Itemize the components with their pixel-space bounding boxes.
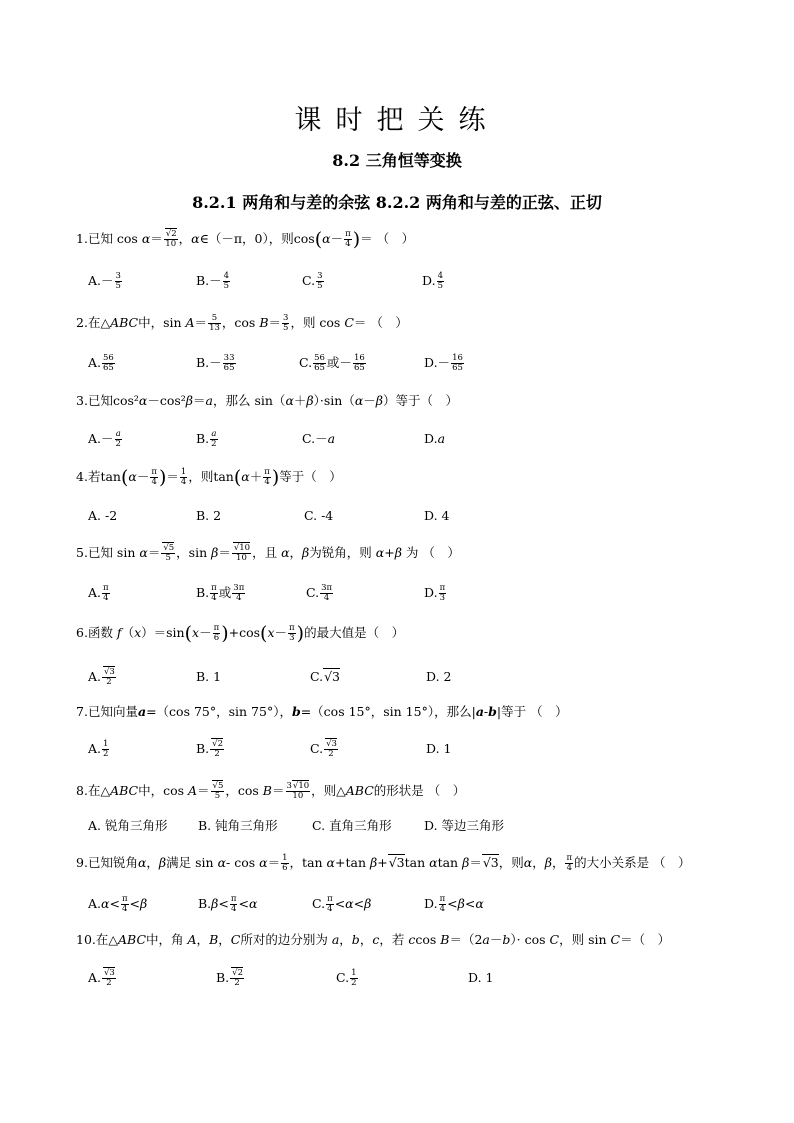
option-d[interactable]: D. 2: [426, 669, 452, 684]
option-b[interactable]: B. 钝角三角形: [198, 818, 278, 833]
options-9: [88, 893, 748, 915]
option-a[interactable]: A. $\frac{\pi}{4}$: [88, 583, 109, 603]
option-b[interactable]: B. $\frac{a}{2}$: [196, 429, 217, 449]
option-c[interactable]: C. $\frac{1}{2}$: [336, 968, 357, 988]
option-d[interactable]: D.a: [424, 431, 446, 446]
question-number: 7.: [76, 704, 88, 719]
question-2: 2.在△ABC中，sin A＝ $\frac{5}{13}$ ，cos B＝ $\frac{3}{5}$ ，则 cos C＝ （ ）: [76, 313, 408, 333]
question-number: 2.: [76, 315, 88, 330]
options-8: [88, 815, 748, 837]
option-c[interactable]: C. $\frac{√3}{2}$: [310, 739, 337, 759]
options-7: [88, 738, 748, 760]
options-1: [88, 270, 748, 292]
option-c[interactable]: C. $\frac{3}{5}$: [302, 271, 323, 291]
question-number: 3.: [76, 393, 88, 408]
question-9: 9.已知锐角α，β满足 sin α- cos α＝ $\frac{1}{6}$ ，tan α+tan β+√3tan αtan β＝√3，则α，β， $\frac{\pi}{4}$ 的大小关系是 （ ）: [76, 853, 691, 873]
option-c[interactable]: C.－a: [302, 431, 336, 446]
option-a[interactable]: A. $\frac{√3}{2}$: [88, 968, 115, 988]
option-c[interactable]: C.√3: [310, 669, 341, 684]
option-a[interactable]: A.－ $\frac{3}{5}$: [88, 271, 121, 291]
option-a[interactable]: A. $\frac{56}{65}$: [88, 353, 114, 373]
options-10: [88, 967, 748, 989]
option-b[interactable]: B. $\frac{√2}{2}$: [196, 739, 223, 759]
section-title: 8.2 三角恒等变换: [332, 151, 462, 170]
question-number: 1.: [76, 231, 88, 246]
options-6: [88, 666, 748, 688]
question-8: 8.在△ABC中，cos A＝ $\frac{√5}{5}$ ，cos B＝ $\frac{3√10}{10}$ ，则△ABC的形状是 （ ）: [76, 781, 466, 801]
question-number: 4.: [76, 469, 88, 484]
option-d[interactable]: D. $\frac{\pi}{3}$: [424, 583, 446, 603]
option-d[interactable]: D. 1: [468, 970, 494, 985]
option-a[interactable]: A.α< $\frac{\pi}{4}$ <β: [88, 894, 148, 914]
options-2: [88, 352, 748, 374]
option-a[interactable]: A. $\frac{√3}{2}$: [88, 667, 115, 687]
question-number: 8.: [76, 783, 88, 798]
option-a[interactable]: A. $\frac{1}{2}$: [88, 739, 109, 759]
option-a[interactable]: A.－ $\frac{a}{2}$: [88, 429, 121, 449]
option-d[interactable]: D. 4: [424, 508, 450, 523]
question-number: 10.: [76, 932, 96, 947]
option-c[interactable]: C. -4: [304, 508, 334, 523]
question-number: 6.: [76, 625, 88, 640]
question-number: 9.: [76, 855, 88, 870]
question-4: 4.若tan(α－ $\frac{\pi}{4}$ )＝ $\frac{1}{4}$ ，则tan(α＋ $\frac{\pi}{4}$ )等于（ ）: [76, 466, 342, 489]
question-7: 7.已知向量a=（cos 75°，sin 75°），b=（cos 15°，sin 15°），那么|a-b|等于 （ ）: [76, 704, 568, 719]
option-c[interactable]: C. $\frac{3\pi}{4}$: [306, 583, 333, 603]
question-6: 6.函数 f（x）＝sin(x－ $\frac{\pi}{6}$ )+cos(x－ $\frac{\pi}{3}$ )的最大值是（ ）: [76, 622, 405, 645]
option-b[interactable]: B. $\frac{√2}{2}$: [216, 968, 243, 988]
option-b[interactable]: B. 2: [196, 508, 222, 523]
options-4: [88, 505, 748, 527]
option-c[interactable]: C. $\frac{56}{65}$ 或－ $\frac{16}{65}$: [299, 353, 365, 373]
option-d[interactable]: D. 等边三角形: [424, 818, 505, 833]
question-3: 3.已知cos²α－cos²β＝a，那么 sin（α＋β）·sin（α－β）等于（ ）: [76, 393, 459, 408]
options-3: [88, 428, 748, 450]
option-a[interactable]: A. 锐角三角形: [88, 818, 168, 833]
option-b[interactable]: B. $\frac{\pi}{4}$ 或 $\frac{3\pi}{4}$: [196, 583, 245, 603]
question-10: 10.在△ABC中，角 A，B，C所对的边分别为 a，b，c，若 ccos B＝（2a－b）· cos C，则 sin C＝（ ）: [76, 932, 671, 947]
question-number: 5.: [76, 545, 88, 560]
option-c[interactable]: C. $\frac{\pi}{4}$ <α<β: [312, 894, 372, 914]
option-d[interactable]: D. 1: [426, 741, 452, 756]
page-title: 课时把关练: [294, 105, 500, 136]
option-b[interactable]: B.－ $\frac{33}{65}$: [196, 353, 235, 373]
subsection-title: 8.2.1 两角和与差的余弦 8.2.2 两角和与差的正弦、正切: [192, 193, 602, 212]
option-d[interactable]: D.－ $\frac{16}{65}$: [424, 353, 463, 373]
option-b[interactable]: B. 1: [196, 669, 222, 684]
option-c[interactable]: C. 直角三角形: [312, 818, 392, 833]
option-b[interactable]: B.－ $\frac{4}{5}$: [196, 271, 230, 291]
option-a[interactable]: A. -2: [88, 508, 118, 523]
option-d[interactable]: D. $\frac{\pi}{4}$ <β<α: [424, 894, 484, 914]
question-1: 1.已知 cos α＝ $\frac{√2}{10}$ ，α∈（－π，0），则cos(α－ $\frac{\pi}{4}$ )＝ （ ）: [76, 228, 415, 251]
question-5: 5.已知 sin α＝ $\frac{√5}{5}$ ，sin β＝ $\frac{√10}{10}$ ，且 α，β为锐角，则 α+β 为 （ ）: [76, 543, 460, 563]
options-5: [88, 582, 748, 604]
option-d[interactable]: D. $\frac{4}{5}$: [422, 271, 443, 291]
option-b[interactable]: B.β< $\frac{\pi}{4}$ <α: [198, 894, 258, 914]
